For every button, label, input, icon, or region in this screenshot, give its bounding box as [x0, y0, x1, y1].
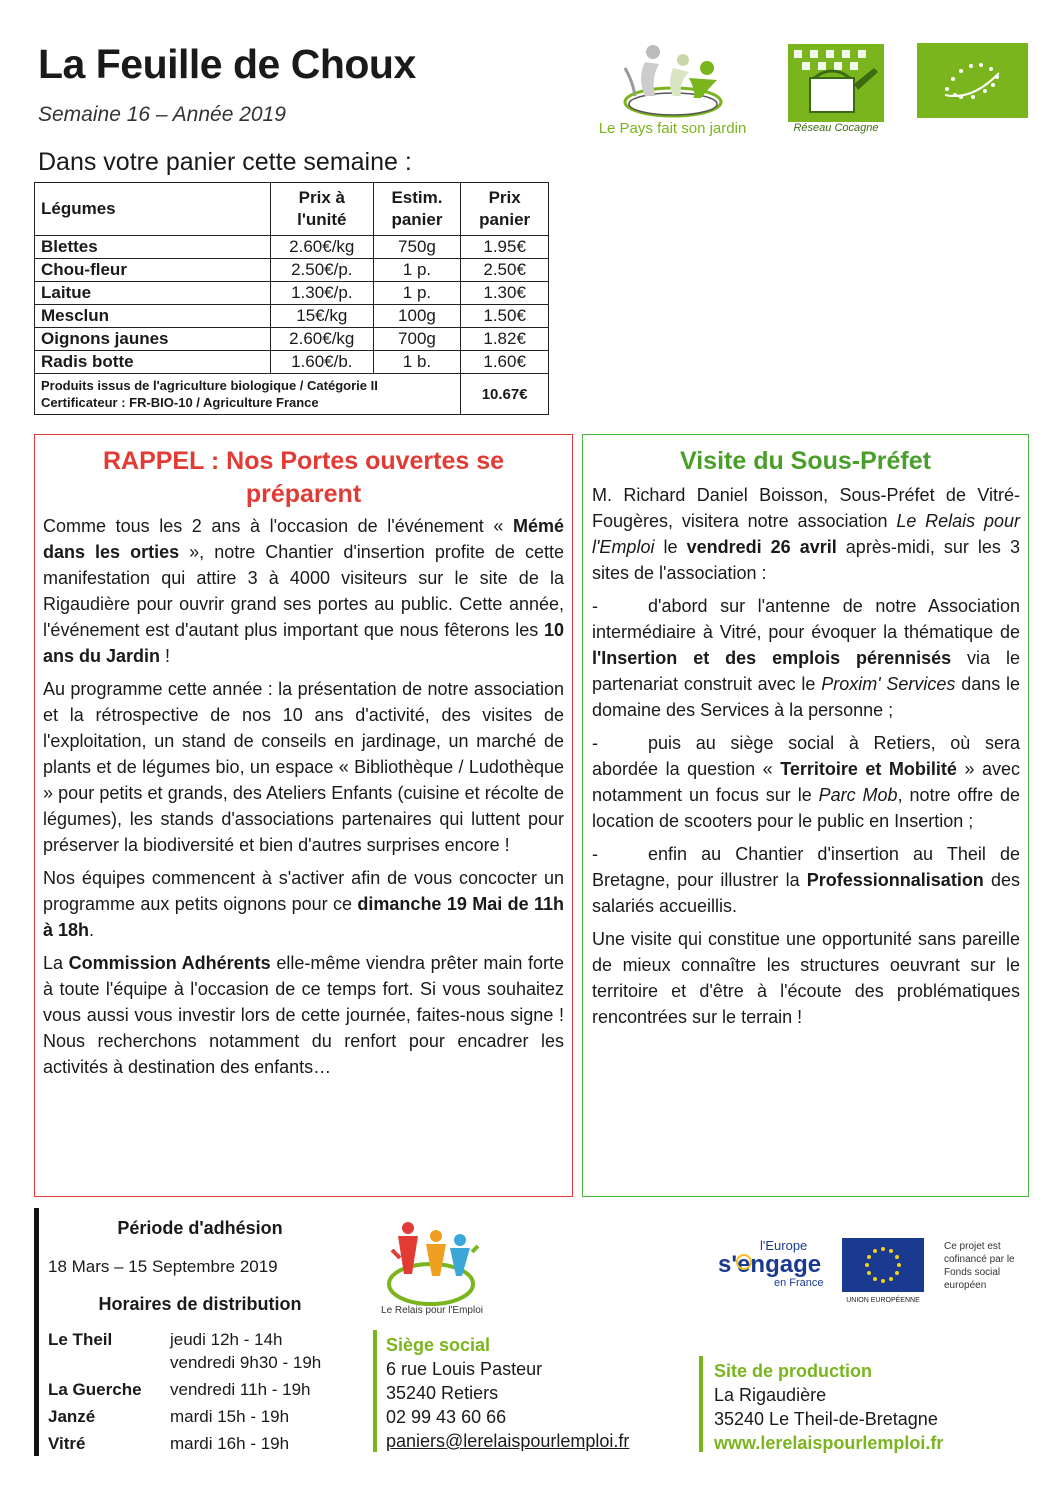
text-run: La: [43, 953, 69, 973]
certification-note: [35, 374, 461, 415]
visite-bullet-3: [592, 841, 1020, 919]
estimate: 1 p.: [373, 259, 461, 282]
text-bold: l'Insertion et des emplois pérennisés: [592, 648, 952, 668]
unit-price: 1.60€/b.: [270, 351, 373, 374]
site-block: [714, 1359, 943, 1455]
visite-title: Visite du Sous-Préfet: [680, 447, 931, 475]
rappel-paragraph-3: [43, 865, 564, 943]
fse-note: Ce projet est cofinancé par le Fonds social européen: [944, 1241, 1015, 1291]
text-bold: Commission Adhérents: [68, 953, 271, 973]
hours-time: mardi 15h - 19h: [170, 1407, 290, 1426]
site-accent-bar: [699, 1356, 703, 1452]
siege-email-link[interactable]: paniers@lerelaispourlemploi.fr: [386, 1431, 630, 1451]
text-bold: Professionnalisation: [806, 870, 984, 890]
hours-row: [48, 1330, 282, 1350]
table-header-row: [35, 183, 549, 236]
text-run: », notre Chantier d'insertion profite de cette manifestation qui attire 3 à 4000 visiteurs sur le site de la Rigaudière pour ouvrir grand ses portes au public. Cette année, l'événement est d'autant plus important que nous fêterons les: [43, 542, 564, 640]
hours-row: [48, 1407, 289, 1427]
table-row: [35, 305, 549, 328]
page-title: La Feuille de Choux: [38, 41, 416, 87]
rappel-box: [34, 434, 573, 1197]
table-footer-row: [35, 374, 549, 415]
text-bold: Mémé dans les orties: [43, 516, 564, 562]
text-run: elle-même viendra prêter main forte à toute l'équipe à l'occasion de ce temps fort. Si vous souhaitez vous aussi vous investir lors de cette journée, faites-nous signe ! Nous recherchons notamment du renfort pour encadrer les activités à destination des enfants…: [43, 953, 564, 1077]
rappel-title: RAPPEL : Nos Portes ouvertes se préparent: [102, 447, 505, 508]
text-italic: Parc Mob: [818, 785, 898, 805]
visite-bullet-2: [592, 730, 1020, 834]
table-row: [35, 282, 549, 305]
unit-price: 2.50€/p.: [270, 259, 373, 282]
certification-line-1: Produits issus de l'agriculture biologique / Catégorie II: [41, 378, 378, 393]
estimate: 750g: [373, 236, 461, 259]
siege-address-line-2: 35240 Retiers: [386, 1383, 499, 1403]
siege-phone: 02 99 43 60 66: [386, 1407, 507, 1427]
basket-price: 1.82€: [461, 328, 549, 351]
text-run: après-midi, sur les 3 sites de l'association :: [592, 537, 1020, 583]
col-header-vegetables: Légumes: [35, 183, 271, 236]
hours-place: Janzé: [48, 1407, 96, 1426]
basket-table: [34, 182, 549, 415]
site-address-line-2: 35240 Le Theil-de-Bretagne: [714, 1409, 938, 1429]
basket-price: 2.50€: [461, 259, 549, 282]
siege-title: Siège social: [386, 1335, 491, 1355]
visite-paragraph-end: Une visite qui constitue une opportunité sans pareille de mieux connaître les structures oeuvrant sur le territoire et d'être à l'écoute des problématiques rencontrées sur le terrain !: [592, 929, 1020, 1027]
hours-row: [48, 1353, 321, 1373]
text-bold: 10 ans du Jardin: [43, 620, 564, 666]
table-row: [35, 236, 549, 259]
vegetable-name: Chou-fleur: [35, 259, 271, 282]
unit-price: 15€/kg: [270, 305, 373, 328]
certification-line-2: Certificateur : FR-BIO-10 / Agriculture France: [41, 395, 319, 410]
siege-address-line-1: 6 rue Louis Pasteur: [386, 1359, 543, 1379]
unit-price: 2.60€/kg: [270, 328, 373, 351]
text-run: » avec notamment un focus sur le: [592, 759, 1020, 805]
visite-paragraph-1: [592, 482, 1020, 586]
reseau-cocagne-logo: [788, 44, 884, 122]
col-header-unit-price: Prix à l'unité: [270, 183, 373, 236]
hours-time: jeudi 12h - 14h: [170, 1330, 283, 1349]
text-run: Nos équipes commencent à s'activer afin de vous concocter un programme aux petits oignons pour ce: [43, 868, 564, 914]
eu-label: UNION EUROPÉENNE: [846, 1297, 920, 1304]
rappel-body: [35, 511, 572, 1080]
hours-row: [48, 1380, 311, 1400]
europe-text-2: s'engage: [718, 1251, 822, 1278]
eu-flag-logo: [842, 1238, 924, 1304]
text-run: !: [160, 646, 171, 666]
text-run: via le partenariat construit avec le: [592, 648, 1020, 694]
basket-price: 1.60€: [461, 351, 549, 374]
vegetable-name: Oignons jaunes: [35, 328, 271, 351]
europe-text-1: l'Europe: [760, 1238, 808, 1253]
site-title: Site de production: [714, 1361, 873, 1381]
vegetable-name: Radis botte: [35, 351, 271, 374]
text-run: M. Richard Daniel Boisson, Sous-Préfet de Vitré-Fougères, visitera notre association: [592, 485, 1020, 531]
text-bold: dimanche 19 Mai de 11h à 18h: [43, 894, 564, 940]
dash-marker: -: [592, 596, 598, 616]
basket-heading: Dans votre panier cette semaine :: [38, 148, 412, 176]
europe-text-3: en France: [774, 1277, 824, 1289]
estimate: 1 p.: [373, 282, 461, 305]
dash-marker: -: [592, 844, 598, 864]
siege-accent-bar: [373, 1330, 377, 1452]
text-bold: vendredi 26 avril: [686, 537, 837, 557]
text-run: d'abord sur l'antenne de notre Association intermédiaire à Vitré, pour évoquer la thématique de: [592, 596, 1020, 642]
reseau-cocagne-label: Réseau Cocagne: [793, 122, 879, 134]
text-run: des salariés accueillis.: [592, 870, 1020, 916]
table-row: [35, 351, 549, 374]
visite-body: [583, 478, 1028, 1030]
estimate: 1 b.: [373, 351, 461, 374]
hours-row: [48, 1434, 289, 1454]
hours-place: Le Theil: [48, 1330, 113, 1349]
unit-price: 2.60€/kg: [270, 236, 373, 259]
europe-engage-logo: [716, 1238, 824, 1300]
unit-price: 1.30€/p.: [270, 282, 373, 305]
week-subtitle: Semaine 16 – Année 2019: [38, 103, 286, 126]
vegetable-name: Blettes: [35, 236, 271, 259]
basket-price: 1.95€: [461, 236, 549, 259]
visite-box: [582, 434, 1029, 1197]
dash-marker: -: [592, 733, 598, 753]
site-address-line-1: La Rigaudière: [714, 1385, 827, 1405]
estimate: 100g: [373, 305, 461, 328]
text-run: le: [654, 537, 687, 557]
text-run: dans le domaine des Services à la personne ;: [592, 674, 1020, 720]
hours-place: Vitré: [48, 1434, 86, 1453]
pays-jardin-label: Le Pays fait son jardin: [598, 120, 747, 137]
basket-price: 1.30€: [461, 282, 549, 305]
col-header-basket-price: Prix panier: [461, 183, 549, 236]
rappel-paragraph-4: [43, 950, 564, 1080]
text-run: , notre offre de location de scooters pour le public en Insertion ;: [592, 785, 1021, 831]
hours-title: Horaires de distribution: [98, 1294, 302, 1314]
col-header-estimate: Estim. panier: [373, 183, 461, 236]
text-run: Comme tous les 2 ans à l'occasion de l'événement «: [43, 516, 513, 536]
text-run: .: [89, 920, 95, 940]
adhesion-dates: 18 Mars – 15 Septembre 2019: [48, 1257, 278, 1276]
table-row: [35, 328, 549, 351]
rappel-paragraph-2: Au programme cette année : la présentation de notre association et la rétrospective de nos 10 ans d'activité, des visites de l'exploitation, un stand de conseils en jardinage, un marché de plants et de légumes bio, un espace « Bibliothèque / Ludothèque » pour petits et grands, des Ateliers Enfants (cuisine et récolte de légumes), les stands d'associations partenaires qui luttent pour préserver la biodiversité et bien d'autres surprises encore !: [43, 679, 564, 855]
website-link[interactable]: www.lerelaispourlemploi.fr: [714, 1433, 944, 1453]
hours-time: vendredi 9h30 - 19h: [170, 1353, 322, 1372]
hours-place: La Guerche: [48, 1380, 142, 1399]
table-row: [35, 259, 549, 282]
adhesion-title: Période d'adhésion: [117, 1218, 283, 1238]
text-bold: Territoire et Mobilité: [780, 759, 957, 779]
eu-organic-logo: [917, 43, 1028, 118]
siege-block: [386, 1333, 629, 1453]
text-italic: Proxim' Services: [821, 674, 956, 694]
hours-time: vendredi 11h - 19h: [170, 1380, 311, 1399]
text-run: puis au siège social à Retiers, où sera abordée la question «: [592, 733, 1020, 779]
estimate: 700g: [373, 328, 461, 351]
visite-bullet-1: [592, 593, 1020, 723]
relais-emploi-label: Le Relais pour l'Emploi: [381, 1305, 483, 1316]
hours-time: mardi 16h - 19h: [170, 1434, 290, 1453]
basket-price: 1.50€: [461, 305, 549, 328]
text-run: enfin au Chantier d'insertion au Theil de Bretagne, pour illustrer la: [592, 844, 1020, 890]
rappel-paragraph-1: [43, 513, 564, 669]
vegetable-name: Laitue: [35, 282, 271, 305]
text-italic: Le Relais pour l'Emploi: [592, 511, 1020, 557]
basket-total: 10.67€: [461, 374, 549, 415]
vegetable-name: Mesclun: [35, 305, 271, 328]
left-accent-bar: [34, 1208, 39, 1456]
